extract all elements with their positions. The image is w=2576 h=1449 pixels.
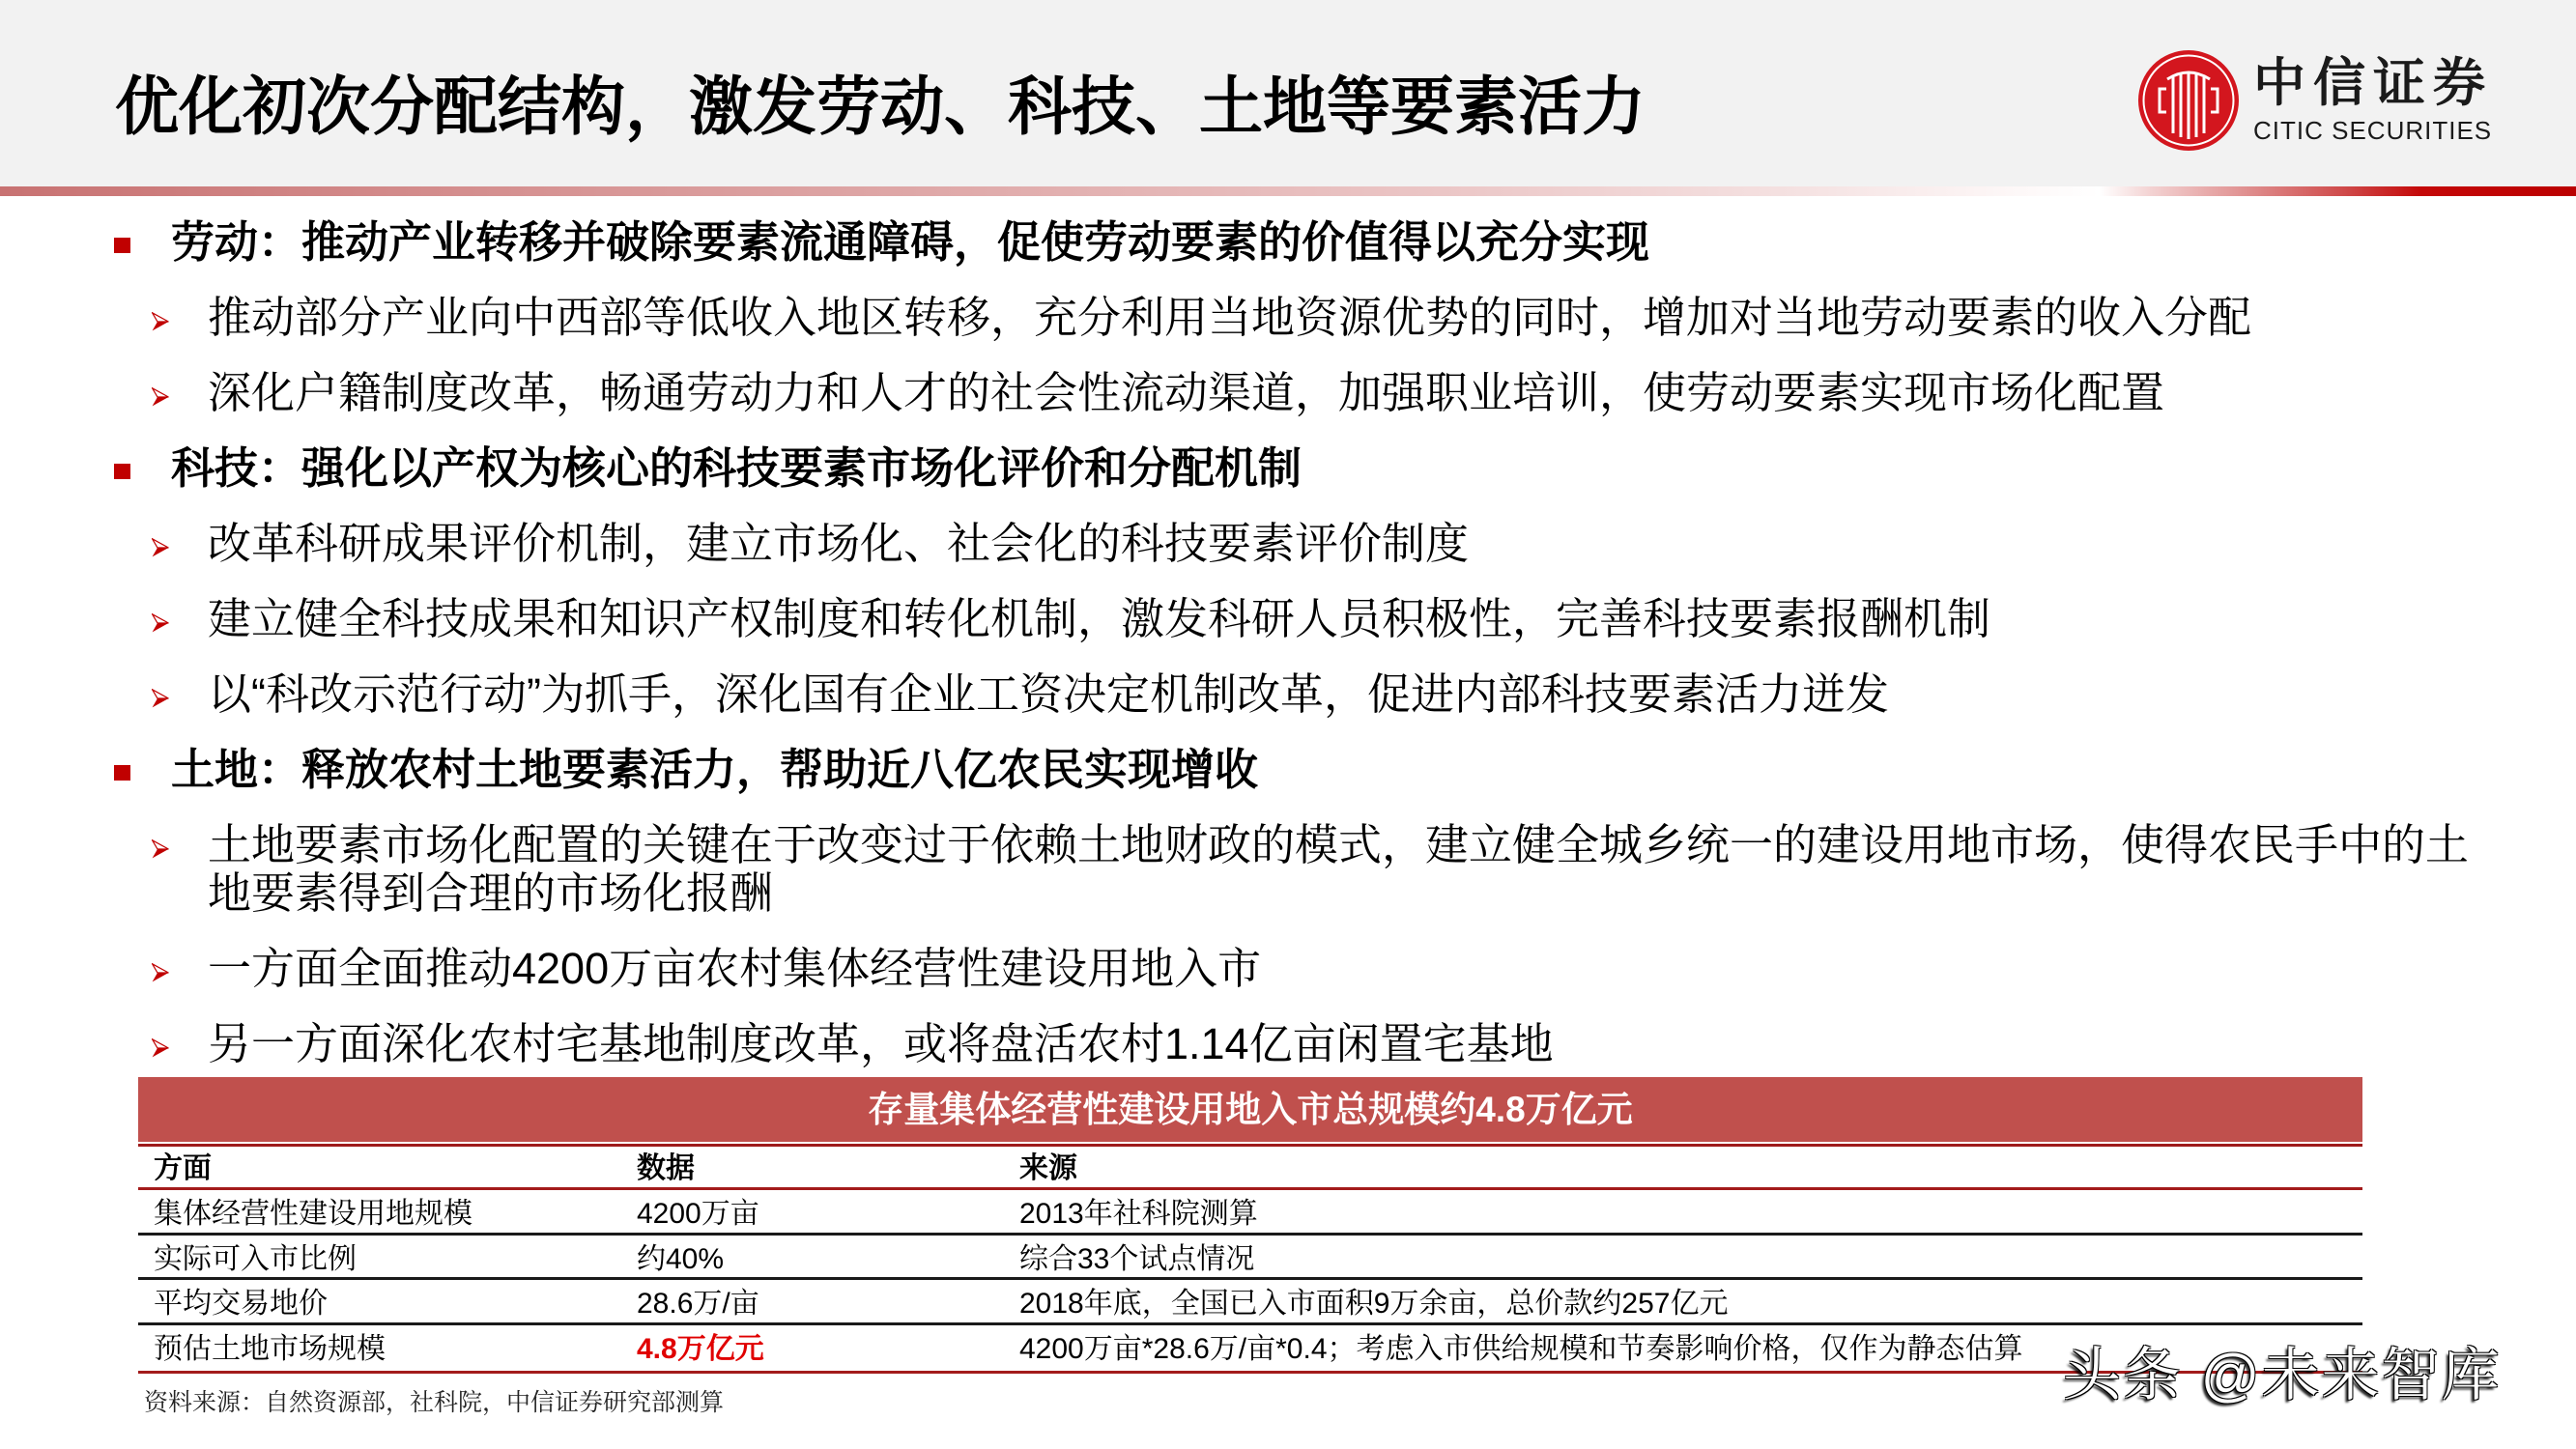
table-row [138, 1280, 2362, 1325]
list-item-text: 深化户籍制度改革，畅通劳动力和人才的社会性流动渠道，加强职业培训，使劳动要素实现市场化配置 [208, 368, 2165, 417]
cell-data-highlight: 4.8万亿元 [637, 1333, 764, 1365]
arrow-bullet-icon [152, 312, 169, 331]
list-item-text: 建立健全科技成果和知识产权制度和转化机制，激发科研人员积极性，完善科技要素报酬机制 [208, 594, 1991, 643]
section-heading-technology [0, 444, 2576, 493]
cell-source: 2018年底，全国已入市面积9万余亩，总价款约257亿元 [1019, 1288, 1729, 1320]
list-item [0, 670, 2576, 719]
bullet-content [0, 218, 2576, 1095]
arrow-bullet-icon [152, 613, 169, 633]
list-item [0, 945, 2576, 993]
logo-english-name: CITIC SECURITIES [2253, 116, 2493, 145]
list-item-text: 以“科改示范行动”为抓手，深化国有企业工资决定机制改革，促进内部科技要素活力迸发 [208, 669, 1889, 719]
cell-aspect: 实际可入市比例 [154, 1243, 357, 1275]
table-title: 存量集体经营性建设用地入市总规模约4.8万亿元 [138, 1077, 2362, 1142]
page-title: 优化初次分配结构，激发劳动、科技、土地等要素活力 [115, 71, 1646, 142]
arrow-bullet-icon [152, 839, 169, 859]
list-item [0, 595, 2576, 643]
section-heading-land [0, 746, 2576, 794]
arrow-bullet-icon [152, 963, 169, 982]
cell-source: 综合33个试点情况 [1019, 1243, 1255, 1275]
list-item [0, 520, 2576, 568]
list-item [0, 294, 2576, 342]
list-item [0, 1020, 2576, 1068]
cell-source: 4200万亩*28.6万/亩*0.4；考虑入市供给规模和节奏影响价格，仅作为静态估算 [1019, 1333, 2023, 1365]
arrow-bullet-icon [152, 1038, 169, 1058]
column-header-aspect: 方面 [154, 1152, 212, 1184]
square-bullet-icon [114, 464, 130, 479]
cell-data: 约40% [637, 1243, 725, 1275]
cell-data: 4200万亩 [637, 1198, 759, 1230]
land-market-table [138, 1077, 2362, 1374]
watermark: 头条 @未来智库 [2063, 1343, 2502, 1407]
arrow-bullet-icon [152, 387, 169, 407]
cell-data: 28.6万/亩 [637, 1288, 759, 1320]
header-gradient-rule [0, 186, 2576, 196]
list-item-text: 一方面全面推动4200万亩农村集体经营性建设用地入市 [208, 944, 1262, 993]
section-heading-text: 劳动：推动产业转移并破除要素流通障碍，促使劳动要素的价值得以充分实现 [171, 217, 1650, 267]
citic-logo-icon [2138, 50, 2239, 151]
column-header-data: 数据 [637, 1152, 695, 1184]
list-item-text: 改革科研成果评价机制，建立市场化、社会化的科技要素评价制度 [208, 519, 1470, 568]
section-heading-text: 土地：释放农村土地要素活力，帮助近八亿农民实现增收 [171, 745, 1259, 794]
citic-logo [2138, 50, 2505, 151]
section-heading-text: 科技：强化以产权为核心的科技要素市场化评价和分配机制 [171, 443, 1302, 493]
list-item [0, 369, 2576, 417]
arrow-bullet-icon [152, 538, 169, 557]
table-header-row [138, 1147, 2362, 1190]
square-bullet-icon [114, 238, 130, 253]
table-row [138, 1236, 2362, 1280]
logo-chinese-name: 中信证券 [2253, 51, 2493, 113]
list-item-text: 推动部分产业向中西部等低收入地区转移，充分利用当地资源优势的同时，增加对当地劳动要素的收入分配 [208, 293, 2252, 342]
section-heading-labor [0, 218, 2576, 267]
list-item [0, 821, 2576, 918]
source-footnote: 资料来源：自然资源部，社科院，中信证券研究部测算 [144, 1389, 725, 1416]
arrow-bullet-icon [152, 689, 169, 708]
cell-source: 2013年社科院测算 [1019, 1198, 1258, 1230]
square-bullet-icon [114, 765, 130, 781]
table-row [138, 1190, 2362, 1236]
table-row [138, 1325, 2362, 1374]
list-item-text: 土地要素市场化配置的关键在于改变过于依赖土地财政的模式，建立健全城乡统一的建设用地市场，使得农民手中的土地要素得到合理的市场化报酬 [208, 820, 2470, 918]
cell-aspect: 平均交易地价 [154, 1288, 328, 1320]
list-item-text: 另一方面深化农村宅基地制度改革，或将盘活农村1.14亿亩闲置宅基地 [208, 1019, 1554, 1068]
cell-aspect: 集体经营性建设用地规模 [154, 1198, 472, 1230]
column-header-source: 来源 [1019, 1152, 1077, 1184]
cell-aspect: 预估土地市场规模 [154, 1333, 386, 1365]
